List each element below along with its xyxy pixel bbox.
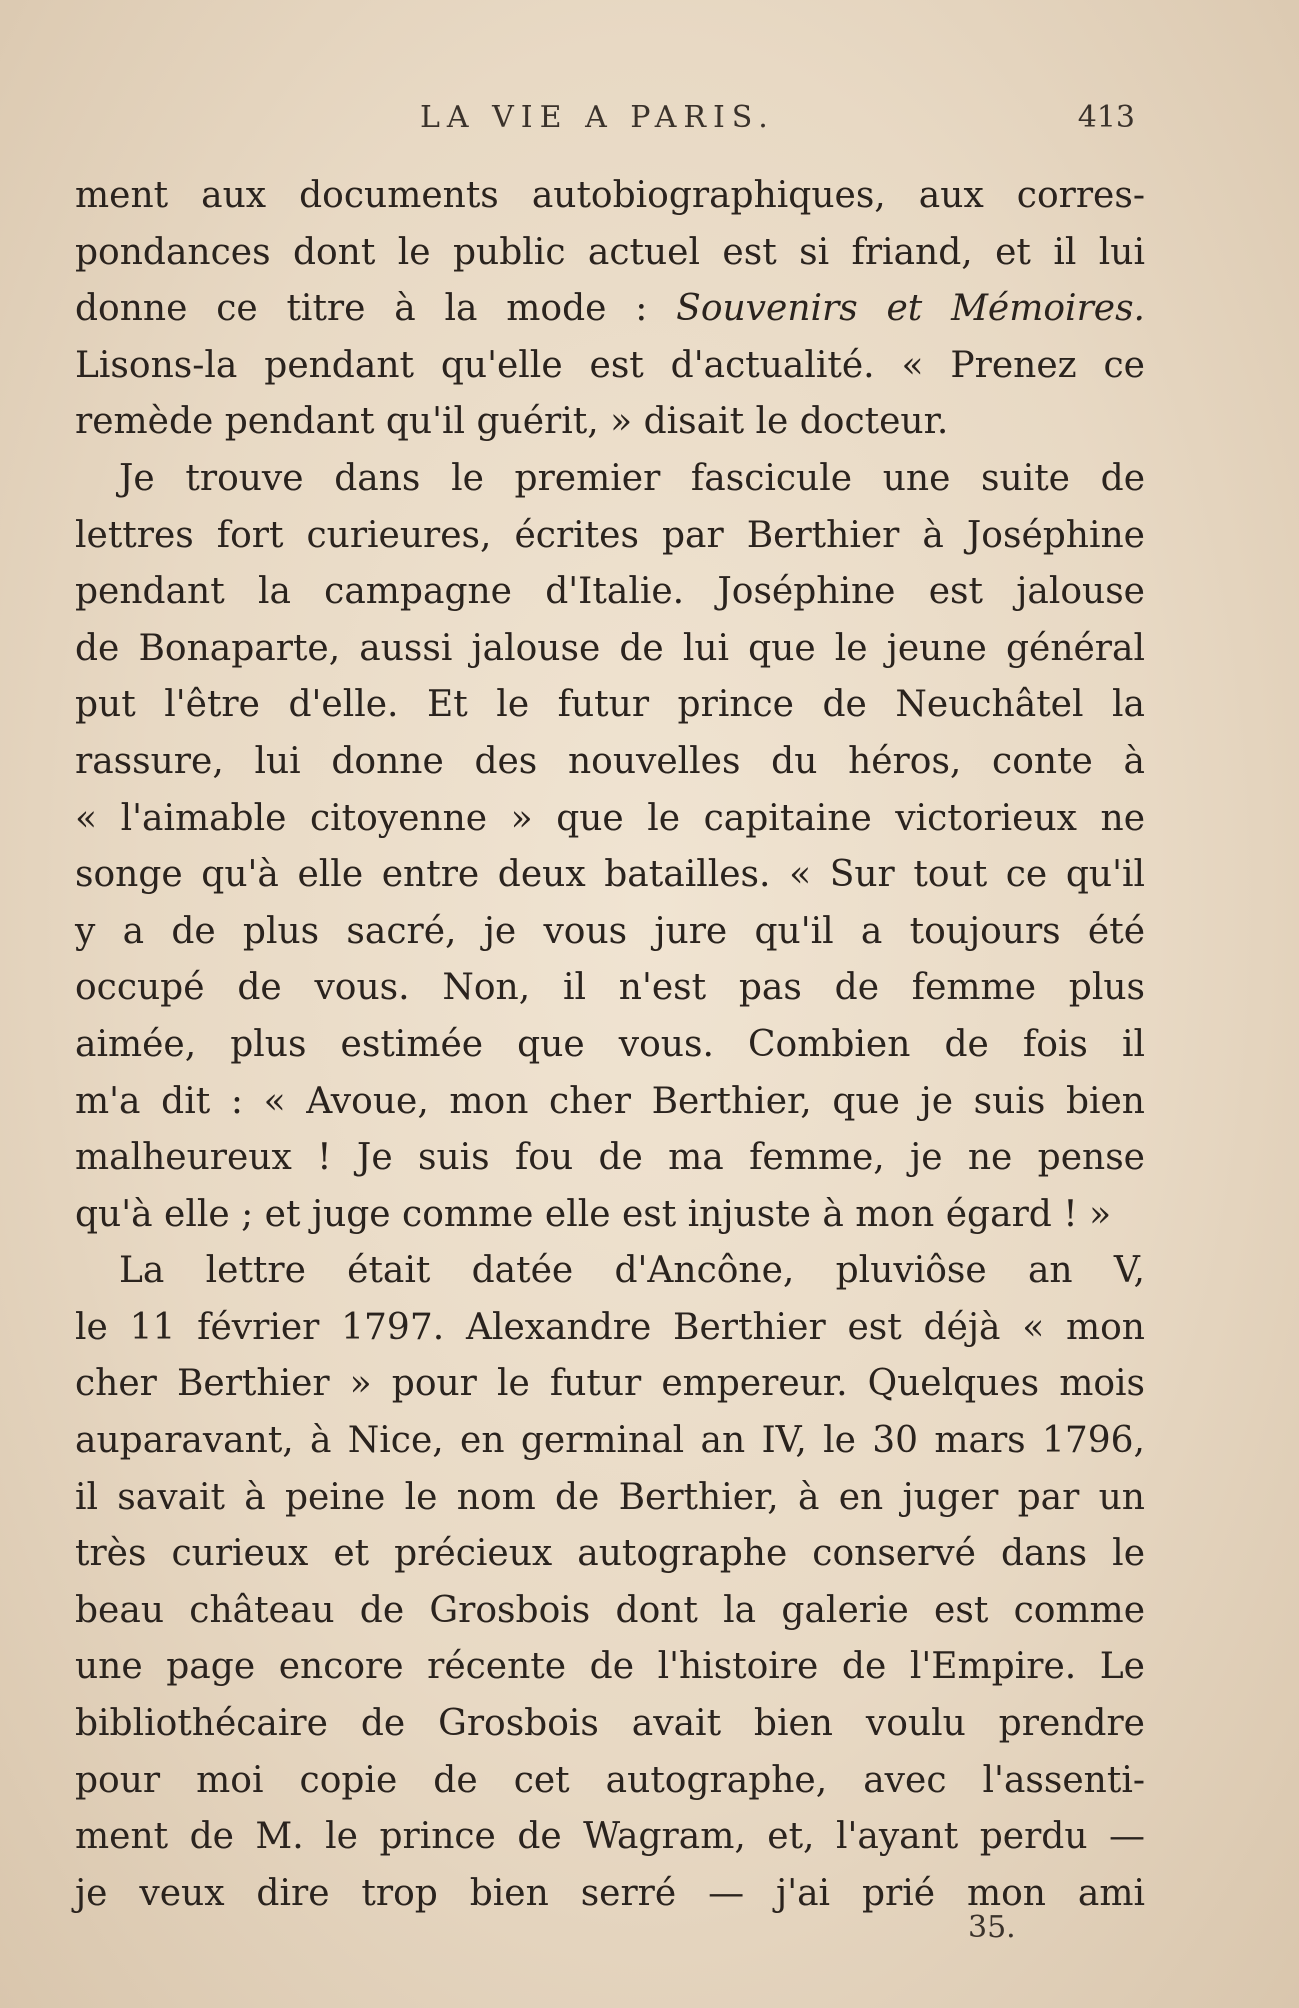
running-title: LA VIE A PARIS. xyxy=(420,100,775,135)
text-line: pondances dont le public actuel est si friand, et il lui xyxy=(75,231,1145,273)
text-line: malheureux ! Je suis fou de ma femme, je ne pense xyxy=(75,1137,1145,1179)
text-line: rassure, lui donne des nouvelles du héros, conte à xyxy=(75,740,1145,782)
paragraph-start: Je trouve dans le premier fascicule une suite de xyxy=(119,457,1145,499)
text-line: ment de M. le prince de Wagram, et, l'ayant perdu — xyxy=(75,1816,1145,1858)
text-line: m'a dit : « Avoue, mon cher Berthier, que je suis bien xyxy=(75,1080,1145,1122)
text-line: une page encore récente de l'histoire de l'Empire. Le xyxy=(75,1646,1145,1688)
text-line: très curieux et précieux autographe conservé dans le xyxy=(75,1533,1145,1575)
text-line: bibliothécaire de Grosbois avait bien voulu prendre xyxy=(75,1703,1145,1745)
page-number: 413 xyxy=(1077,100,1135,135)
paragraph-start: La lettre était datée d'Ancône, pluviôse an V, xyxy=(119,1250,1145,1292)
text-line: « l'aimable citoyenne » que le capitaine victorieux ne xyxy=(75,797,1145,839)
text-line: de Bonaparte, aussi jalouse de lui que le jeune général xyxy=(75,627,1145,669)
text-line-with-title xyxy=(75,281,1145,338)
text-line: songe qu'à elle entre deux batailles. « Sur tout ce qu'il xyxy=(75,854,1145,896)
text-line: le 11 février 1797. Alexandre Berthier est déjà « mon xyxy=(75,1306,1145,1348)
text-line: auparavant, à Nice, en germinal an IV, le 30 mars 1796, xyxy=(75,1420,1145,1462)
text-line: pendant la campagne d'Italie. Joséphine est jalouse xyxy=(75,571,1145,613)
text-line: ment aux documents autobiographiques, aux corres- xyxy=(75,175,1145,216)
running-head xyxy=(75,100,1135,144)
text-line: remède pendant qu'il guérit, » disait le docteur. xyxy=(75,401,949,443)
body-text xyxy=(75,168,1145,1922)
text-line: il savait à peine le nom de Berthier, à en juger par un xyxy=(75,1476,1145,1518)
text-line: cher Berthier » pour le futur empereur. Quelques mois xyxy=(75,1363,1145,1405)
text-line: pour moi copie de cet autographe, avec l'assenti- xyxy=(75,1759,1145,1801)
text-line: aimée, plus estimée que vous. Combien de fois il xyxy=(75,1023,1145,1065)
text-line: beau château de Grosbois dont la galerie est comme xyxy=(75,1589,1145,1631)
text-line: lettres fort curieures, écrites par Berthier à Joséphine xyxy=(75,514,1145,556)
text-line: occupé de vous. Non, il n'est pas de femme plus xyxy=(75,967,1145,1009)
italic-title: Souvenirs et Mémoires. xyxy=(676,288,1145,330)
text-line: put l'être d'elle. Et le futur prince de Neuchâtel la xyxy=(75,684,1145,726)
text-line: je veux dire trop bien serré — j'ai prié mon ami xyxy=(75,1872,1145,1914)
text-line: y a de plus sacré, je vous jure qu'il a toujours été xyxy=(75,910,1145,952)
signature-mark: 35. xyxy=(968,1910,1016,1945)
text-line: qu'à elle ; et juge comme elle est injuste à mon égard ! » xyxy=(75,1193,1112,1235)
text-line: Lisons-la pendant qu'elle est d'actualité. « Prenez ce xyxy=(75,344,1145,386)
text-line-start: donne ce titre à la mode : xyxy=(75,288,677,330)
